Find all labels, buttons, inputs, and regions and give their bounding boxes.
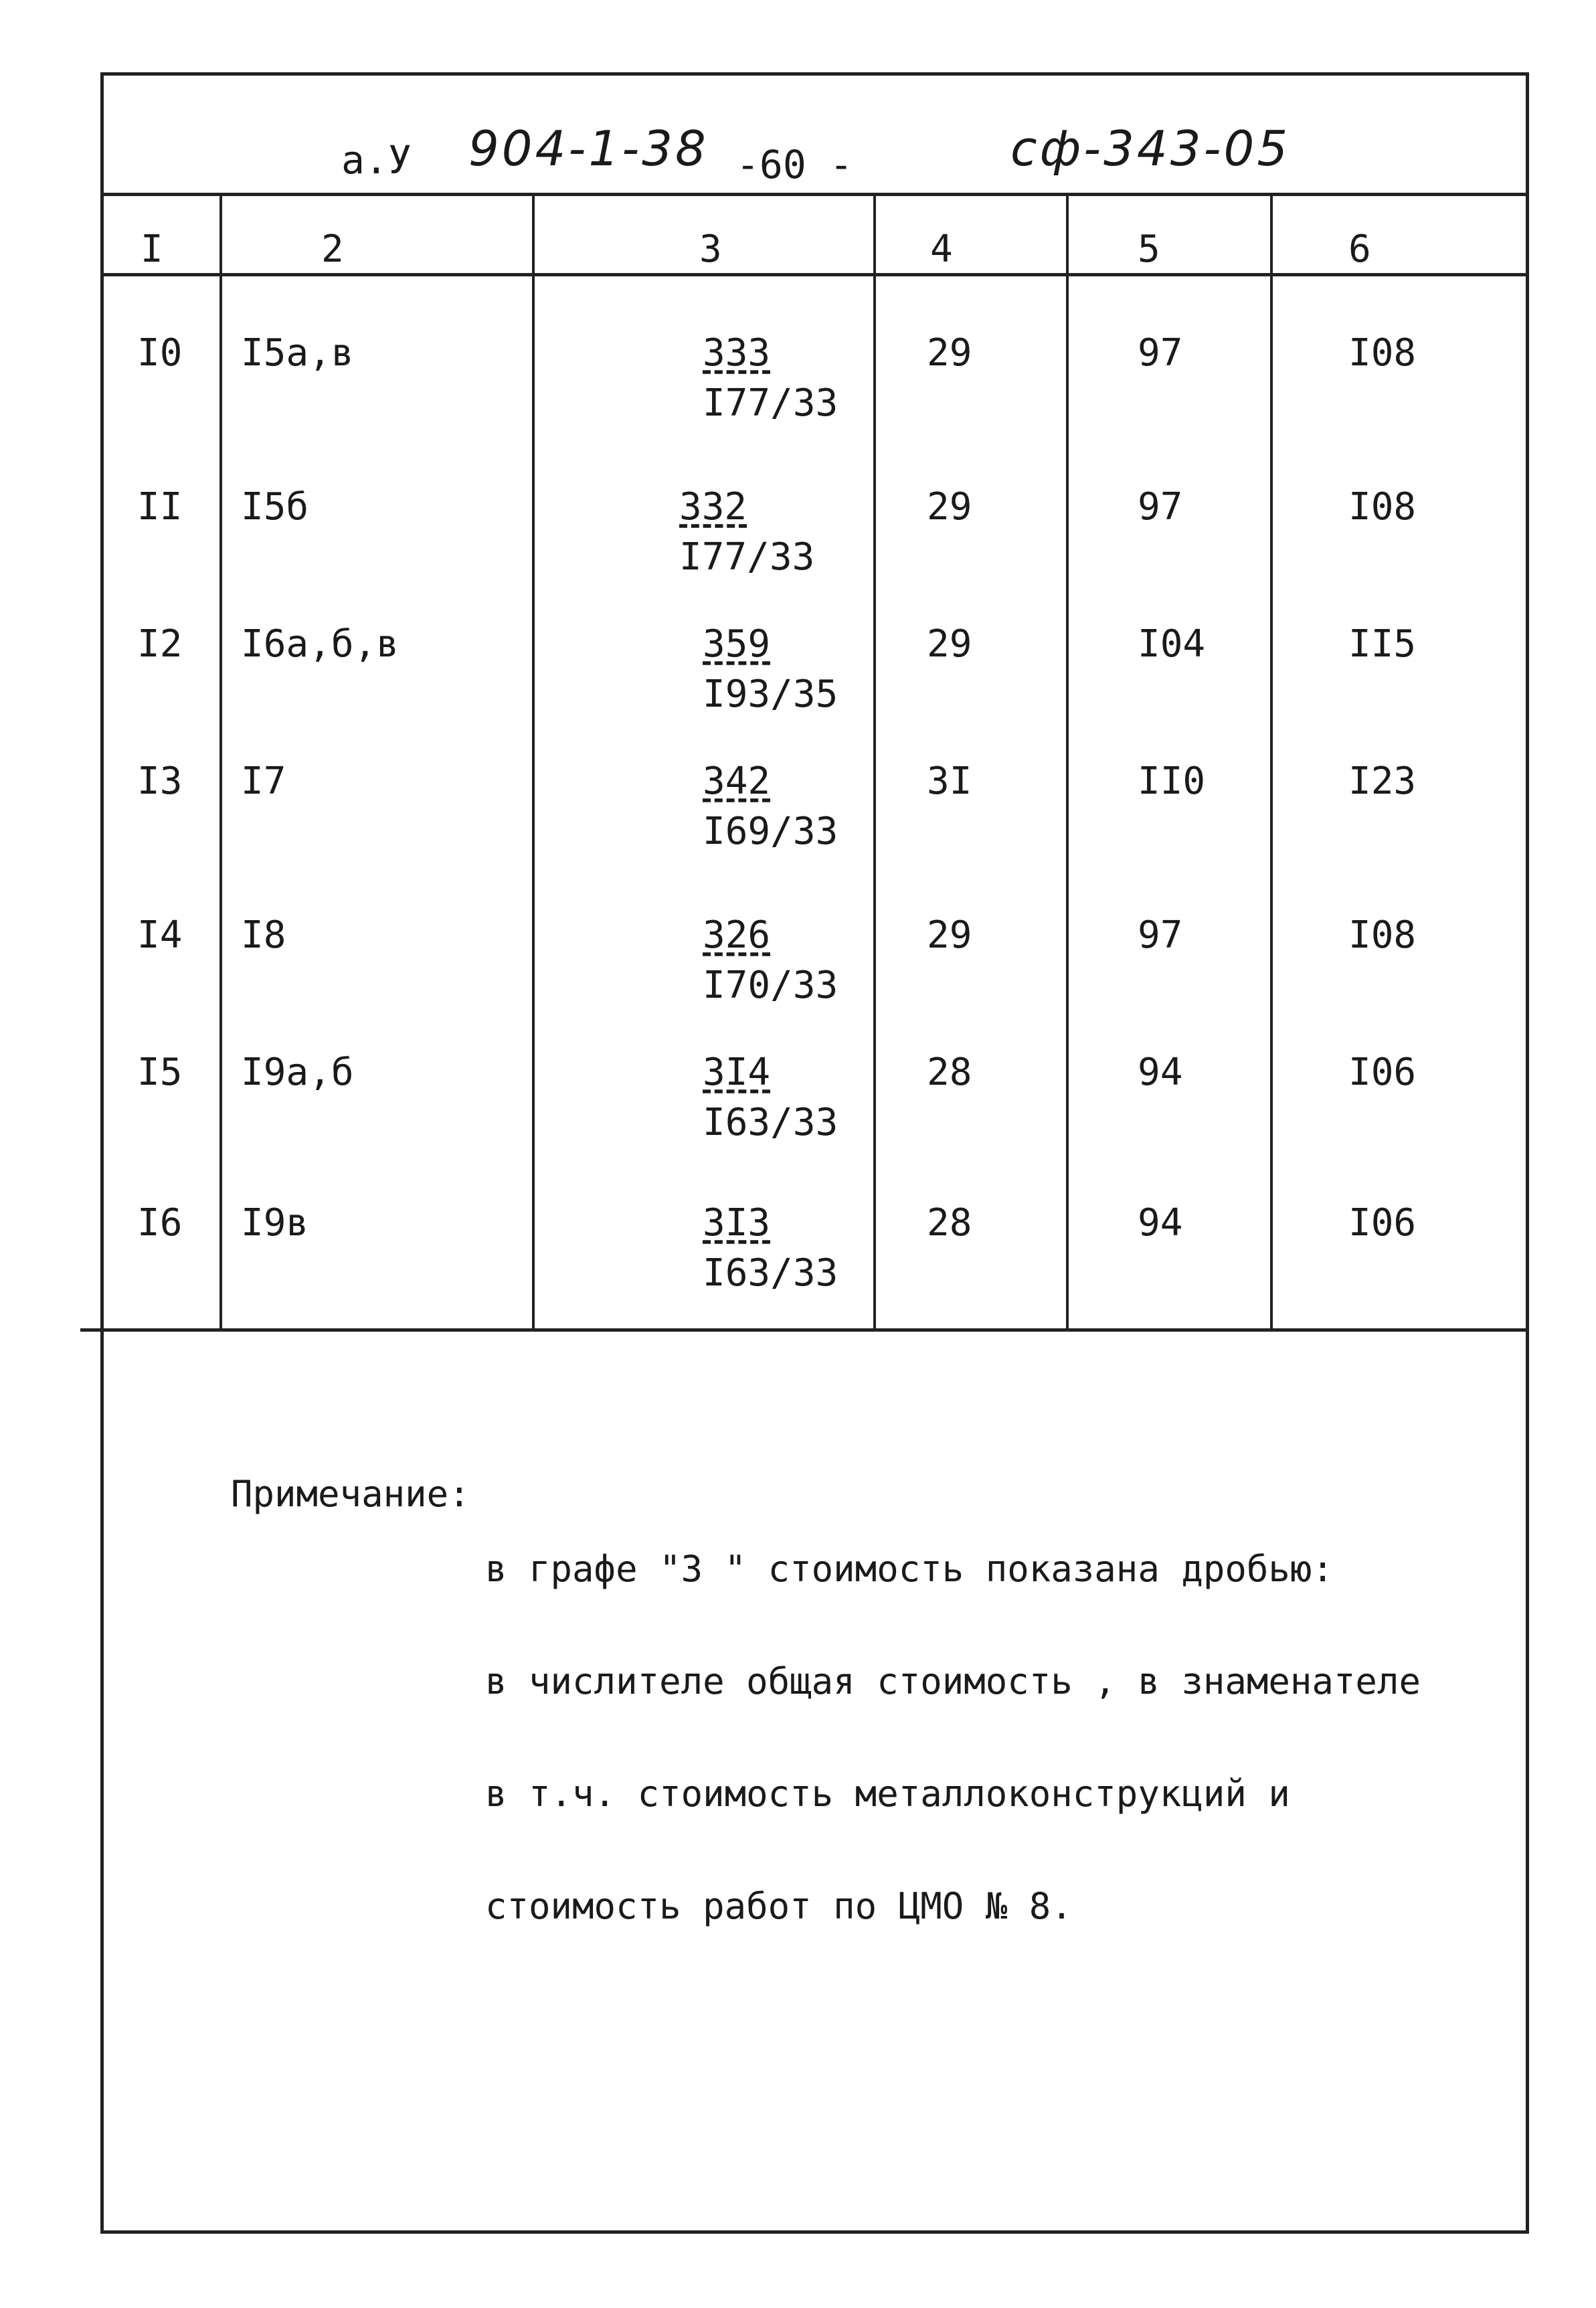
cost-total: 342 (703, 760, 771, 803)
document-code: сф-343-05 (1010, 120, 1291, 177)
row-number: I5 (137, 1051, 183, 1094)
item-reference: I9в (241, 1201, 309, 1245)
row-number: I3 (137, 760, 183, 803)
column-header-3: 3 (699, 228, 722, 271)
cell-col-4: 3I (927, 760, 972, 803)
footnote-label: Примечание: (231, 1473, 470, 1515)
row-number: I2 (137, 622, 183, 666)
cell-col-5: 97 (1138, 913, 1183, 957)
column-divider (219, 196, 222, 1330)
column-divider (1066, 196, 1069, 1330)
cell-col-4: 28 (927, 1201, 972, 1245)
cell-col-6: I06 (1348, 1201, 1417, 1245)
cost-fraction (703, 760, 838, 853)
cell-col-6: I08 (1348, 485, 1417, 529)
cell-col-4: 28 (927, 1051, 972, 1094)
cell-col-4: 29 (927, 622, 972, 666)
row-number: I0 (137, 331, 183, 375)
footnote-line: в т.ч. стоимость металлоконструкций и (485, 1773, 1290, 1815)
cost-total: 333 (703, 331, 771, 375)
page-number: -60 - (736, 142, 853, 187)
cost-fraction (703, 1201, 838, 1295)
cell-col-4: 29 (927, 485, 972, 529)
cost-metal-works: I93/35 (703, 673, 838, 716)
item-reference: I6а,б,в (241, 622, 400, 666)
item-reference: I7 (241, 760, 286, 803)
cost-fraction (679, 485, 814, 579)
cost-total: 359 (703, 622, 771, 666)
cost-metal-works: I70/33 (703, 964, 838, 1007)
cell-col-4: 29 (927, 913, 972, 957)
cost-metal-works: I63/33 (703, 1101, 838, 1144)
cell-col-6: I08 (1348, 913, 1417, 957)
header-prefix: а.У (341, 137, 412, 183)
cost-fraction (703, 331, 838, 425)
column-header-6: 6 (1348, 228, 1371, 271)
cost-total: 3I3 (703, 1201, 771, 1245)
cell-col-4: 29 (927, 331, 972, 375)
cell-col-5: II0 (1138, 760, 1206, 803)
row-number: II (137, 485, 183, 529)
cost-fraction (703, 622, 838, 716)
column-header-1: I (141, 228, 163, 271)
item-reference: I9а,б (241, 1051, 354, 1094)
cost-total: 332 (679, 485, 747, 529)
item-reference: I8 (241, 913, 286, 957)
item-reference: I5а,в (241, 331, 354, 375)
cell-col-5: 94 (1138, 1051, 1183, 1094)
cell-col-6: I23 (1348, 760, 1417, 803)
cost-fraction (703, 1051, 838, 1144)
footnote-line: в числителе общая стоимость , в знаменателе (485, 1660, 1421, 1702)
cell-col-5: 97 (1138, 331, 1183, 375)
cost-metal-works: I77/33 (679, 535, 815, 579)
item-reference: I5б (241, 485, 309, 529)
cell-col-6: II5 (1348, 622, 1417, 666)
footnote-line: в графе "3 " стоимость показана дробью: (485, 1548, 1334, 1590)
footnote-line: стоимость работ по ЦМО № 8. (485, 1885, 1073, 1927)
table-bottom-border (80, 1328, 1529, 1332)
footnote (231, 1473, 1421, 1927)
column-divider (532, 196, 535, 1330)
column-header-divider (100, 273, 1529, 276)
cell-col-5: 94 (1138, 1201, 1183, 1245)
column-divider (1270, 196, 1273, 1330)
cost-total: 3I4 (703, 1051, 771, 1094)
cell-col-5: I04 (1138, 622, 1206, 666)
column-header-5: 5 (1138, 228, 1160, 271)
column-header-4: 4 (930, 228, 953, 271)
column-divider (873, 196, 876, 1330)
cost-total: 326 (703, 913, 771, 957)
row-number: I6 (137, 1201, 183, 1245)
cost-fraction (703, 913, 838, 1007)
cell-col-6: I06 (1348, 1051, 1417, 1094)
footnote-text (485, 1476, 1421, 2000)
document-number: 904-1-38 (468, 120, 709, 177)
cell-col-5: 97 (1138, 485, 1183, 529)
cost-metal-works: I63/33 (703, 1251, 838, 1295)
cost-metal-works: I77/33 (703, 381, 838, 425)
cost-metal-works: I69/33 (703, 810, 838, 853)
cell-col-6: I08 (1348, 331, 1417, 375)
row-number: I4 (137, 913, 183, 957)
column-header-2: 2 (321, 228, 344, 271)
